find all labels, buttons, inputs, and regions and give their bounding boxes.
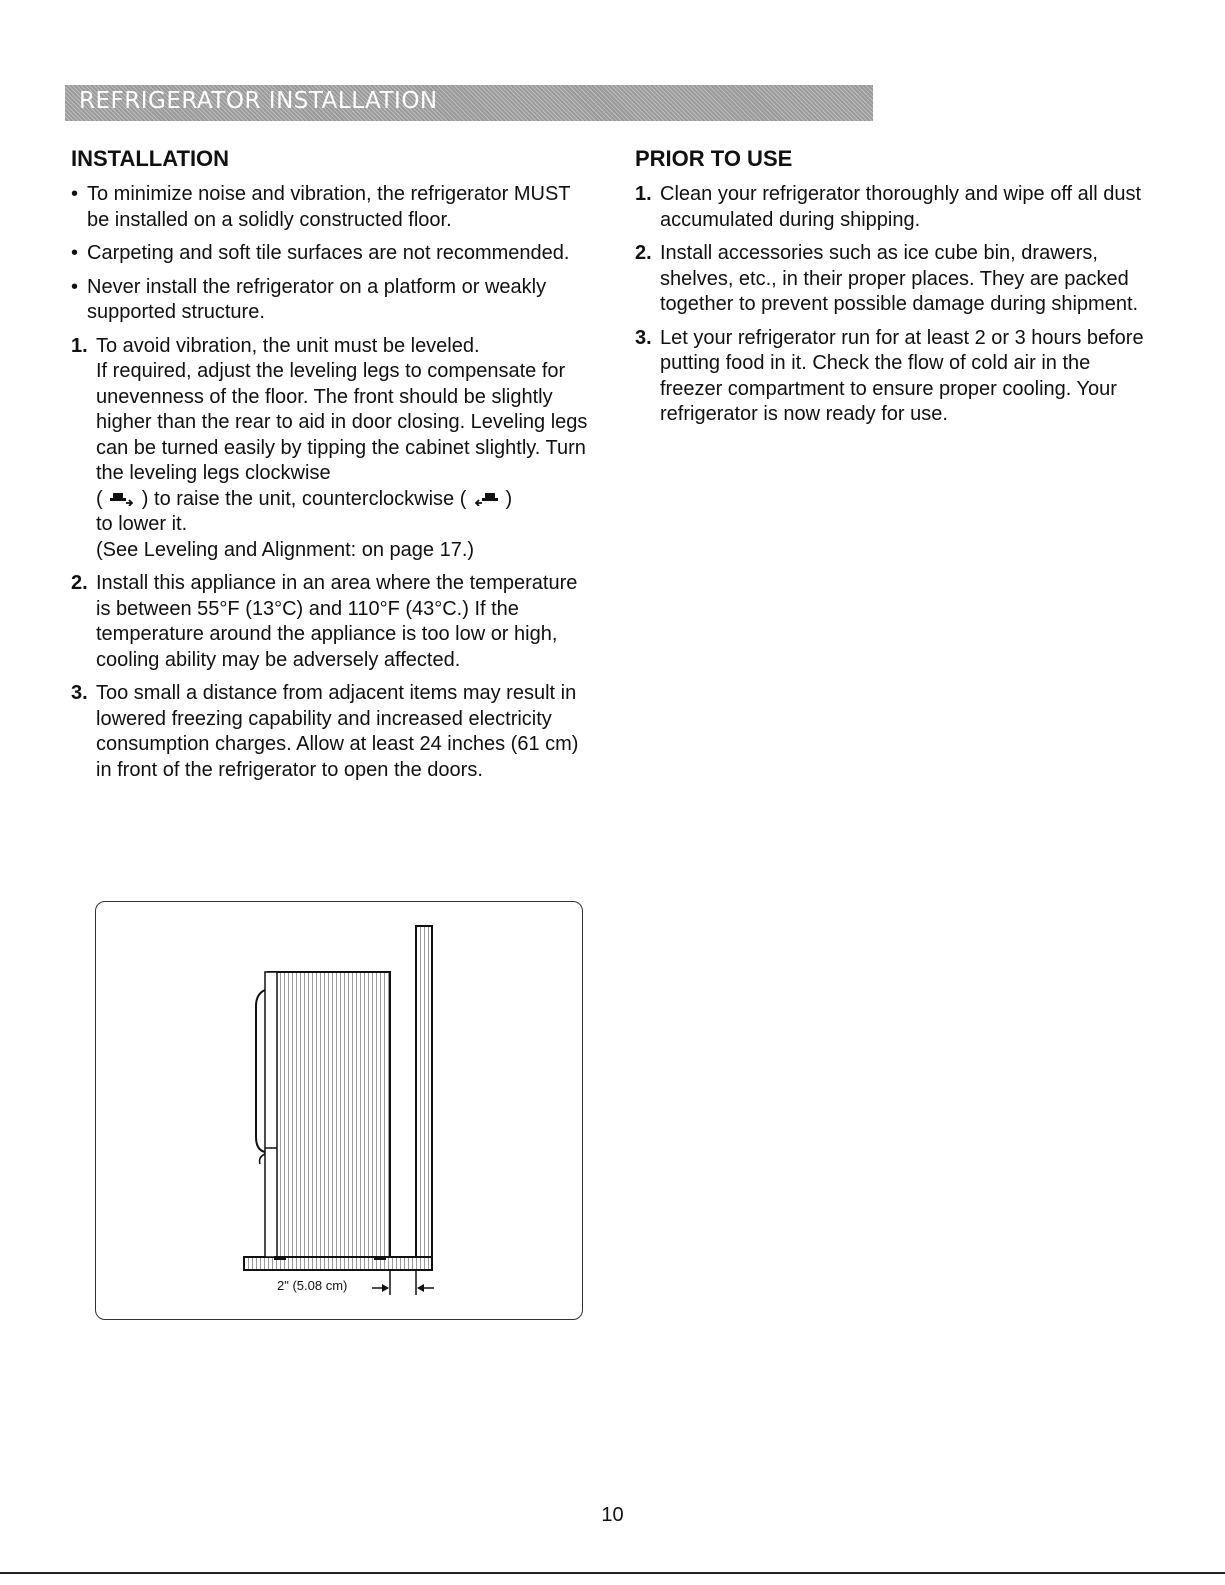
bullet-icon: •	[71, 183, 79, 205]
numbered-item	[635, 241, 1155, 318]
item-text: To avoid vibration, the unit must be leveled.	[96, 334, 480, 357]
freezer-handle	[260, 1154, 265, 1164]
numbered-item	[71, 571, 591, 673]
banner-title: REFRIGERATOR INSTALLATION	[79, 88, 438, 114]
numbered-item	[71, 334, 591, 564]
clockwise-arrow-icon	[110, 492, 134, 506]
item-text: Too small a distance from adjacent items may result in lowered freezing capability and increased electricity consumption charges. Allow at least 24 inches (61 cm) in front of the refrigerator to open the doors.	[96, 682, 579, 781]
bullet-text: To minimize noise and vibration, the refrigerator MUST be installed on a solidly constructed floor.	[87, 183, 571, 231]
numbered-item	[635, 182, 1155, 233]
bullet-text: Carpeting and soft tile surfaces are not recommended.	[87, 242, 570, 264]
door-handle	[256, 990, 265, 1152]
item-number: 2.	[635, 242, 652, 264]
item-number: 1.	[635, 183, 652, 205]
list-item	[71, 275, 591, 326]
numbered-item	[635, 326, 1155, 428]
page-reference: (See Leveling and Alignment: on page 17.)	[96, 538, 475, 561]
door-front	[265, 972, 277, 1257]
item-text: ) to raise the unit, counterclockwise (	[141, 487, 467, 510]
list-item	[71, 241, 591, 267]
item-text: Clean your refrigerator thoroughly and wipe off all dust accumulated during shipping.	[660, 183, 1142, 231]
item-text: Let your refrigerator run for at least 2 or 3 hours before putting food in it. Check the flow of cold air in the freezer compartment to ensure proper cooling. Your refrigerator is now ready for use.	[660, 326, 1144, 425]
installation-heading: INSTALLATION	[71, 146, 230, 171]
paren-open: (	[96, 487, 103, 510]
item-text: to lower it.	[96, 513, 188, 535]
bullet-icon: •	[71, 275, 79, 298]
rear-leg	[374, 1256, 386, 1260]
counterclockwise-arrow-icon	[474, 492, 498, 506]
leveling-instructions	[96, 359, 591, 512]
refrigerator-body	[268, 972, 390, 1257]
front-leg	[274, 1256, 286, 1260]
item-text: Install accessories such as ice cube bin, drawers, shelves, etc., in their proper places. They are packed together to prevent possible damage during shipment.	[660, 242, 1139, 315]
list-item	[71, 182, 591, 233]
item-text: Install this appliance in an area where the temperature is between 55°F (13°C) and 110°F (43°C.) If the temperature around the appliance is too low or high, cooling ability may be adversely affected.	[96, 572, 578, 671]
item-text: If required, adjust the leveling legs to compensate for unevenness of the floor. The front should be slightly higher than the rear to aid in door closing. Leveling legs can be turned easily by tipping the cabinet slightly. Turn the leveling legs clockwise	[96, 360, 588, 484]
clearance-diagram	[95, 901, 583, 1320]
item-number: 2.	[71, 572, 88, 594]
installation-column	[71, 146, 591, 791]
section-banner	[65, 85, 873, 121]
bullet-text: Never install the refrigerator on a platform or weakly supported structure.	[87, 275, 547, 323]
floor	[244, 1257, 432, 1270]
numbered-item	[71, 681, 591, 783]
bullet-icon: •	[71, 242, 79, 264]
prior-to-use-heading: PRIOR TO USE	[635, 146, 793, 171]
paren-close: )	[505, 487, 513, 510]
bottom-rule	[0, 1572, 1225, 1574]
page-number: 10	[601, 1504, 624, 1526]
prior-to-use-column	[635, 146, 1155, 436]
wall	[416, 926, 432, 1270]
clearance-dimension-label: 2" (5.08 cm)	[277, 1278, 348, 1293]
item-number: 3.	[71, 682, 88, 704]
item-number: 3.	[635, 326, 652, 349]
item-number: 1.	[71, 334, 88, 357]
refrigerator-side-view-illustration	[96, 902, 584, 1321]
